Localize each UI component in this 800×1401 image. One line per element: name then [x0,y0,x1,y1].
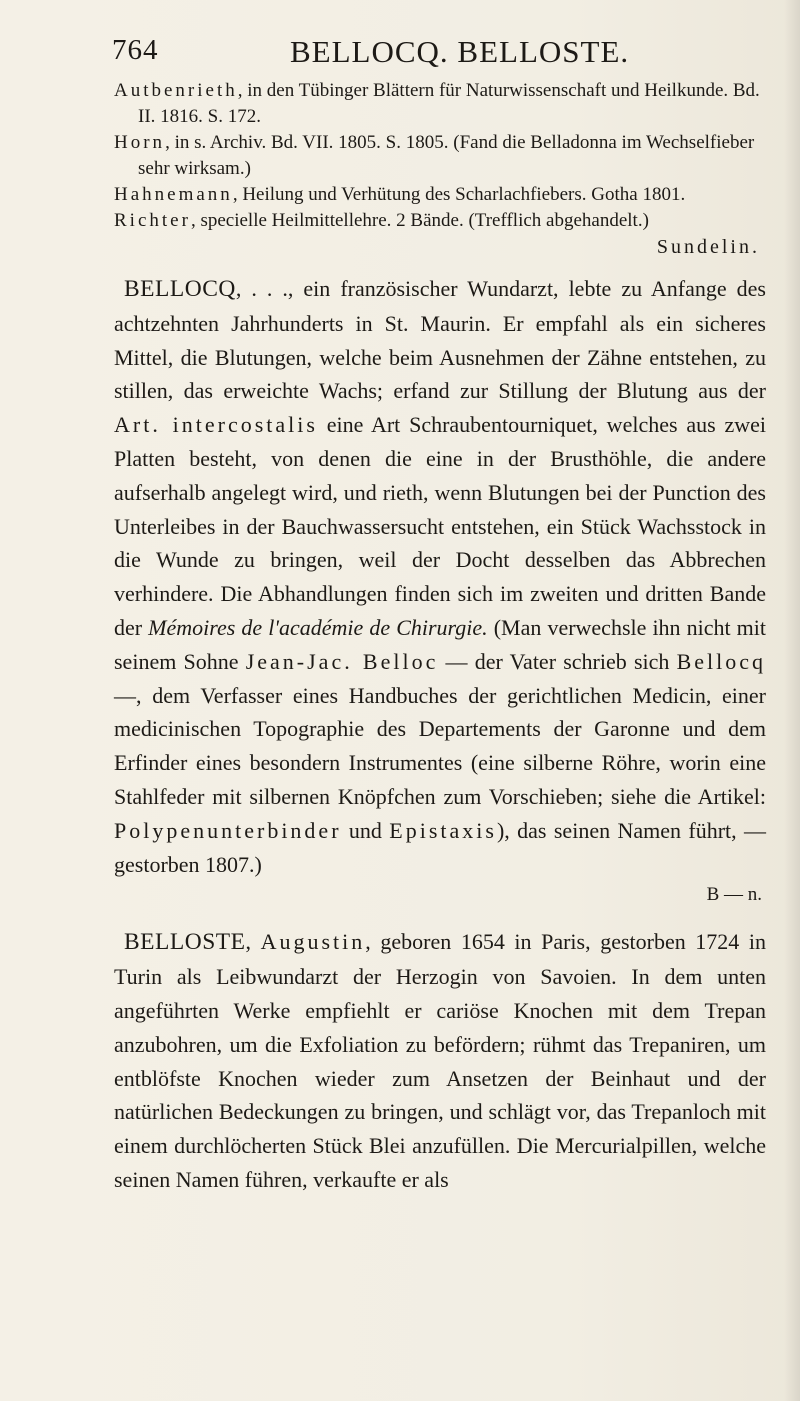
article-text: —, dem Verfasser eines Handbuches der gerichtlichen Medicin, einer medicinischen Topographie des Departements der Garonne und dem Erfinder eines besondern Instrumentes (eine silberne Röhre, worin eine Stahlfeder mit silbernen Knöpfchen zum Vorschieben; siehe die Artikel: [114,682,766,809]
article-text: , geboren 1654 in Paris, gestorben 1724 in Turin als Leibwundarzt der Herzogin von Savoien. In dem unten angeführten Werke empfiehlt er cariöse Knochen mit dem Trepan anzubohren, um die Exfoliation zu befördern; rühmt das Trepaniren, um entblöfste Knochen wieder zum Ansetzen der Beinhaut und der natürlichen Bedeckungen zu bringen, und schlägt vor, das Trepanloch mit einem durchlöcherten Stück Blei anzufüllen. Die Mercurialpillen, welche seinen Namen führen, verkaufte er als [114,929,767,1192]
spaced-name: Augustin [260,929,366,955]
article-text: — der Vater schrieb sich [438,648,677,674]
article-text: (Man verwechsle ihn nicht mit seinem Sohne [114,614,766,674]
reference-author: Hahnemann [114,184,233,205]
reference-text: , in den Tübinger Blättern für Naturwissenschaft und Heilkunde. Bd. II. 1816. S. 172. [138,80,760,127]
spaced-term: Epistaxis [389,817,497,843]
reference-author: Autbenrieth [114,80,238,101]
references-signature: Sundelin. [656,236,760,258]
reference-entry [114,182,766,208]
article-text: , . . ., ein französischer Wundarzt, lebte zu Anfange des achtzehnten Jahrhunderts in St. Maurin. Er empfahl als ein sicheres Mittel, die Blutungen, welche beim Ausnehmen der Zähne entstehen, zu stillen, das erweichte Wachs; erfand zur Stillung der Blutung aus der [114,276,766,404]
spaced-name: Jean-Jac. Belloc [245,648,439,674]
article-text: eine Art Schraubentourniquet, welches aus zwei Platten besteht, von denen die eine in der Brusthöhle, die andere aufserhalb angelegt wird, und rieth, wenn Blutungen bei der Punction des Unterleibes in der Bauchwassersucht entstehen, ein Stück Wachsstock in die Wunde zu bringen, weil der Docht desselben das Abbrechen verhindere. Die Abhandlungen finden sich im zweiten und dritten Bande der [114,412,766,640]
article-text: , [245,929,261,955]
spaced-term: Art. intercostalis [114,412,318,438]
reference-entry [114,208,766,234]
literature-references [114,78,766,261]
article-belloste [114,925,766,1196]
page-edge-shadow [784,0,800,1401]
reference-text: , Heilung und Verhütung des Scharlachfiebers. Gotha 1801. [232,184,686,205]
reference-author: Richter [114,210,191,231]
reference-entry [114,78,766,130]
article-signature: B — n. [706,884,762,906]
reference-text: , in s. Archiv. Bd. VII. 1805. S. 1805. (Fand die Belladonna im Wechselfieber sehr wirksam.) [138,132,755,179]
article-lemma: BELLOCQ [124,276,236,302]
page-header [112,34,792,78]
reference-author: Horn [114,132,166,153]
reference-entry [114,130,766,182]
page-number: 764 [112,34,159,66]
spaced-name: Bellocq [676,648,767,674]
article-text: und [341,817,390,843]
spaced-term: Polypenunterbinder [114,817,342,843]
article-text: ), das seinen Namen führt, — gestorben 1807.) [114,817,767,877]
article-bellocq [114,272,766,881]
running-head: BELLOCQ. BELLOSTE. [290,34,630,69]
reference-text: , specielle Heilmittellehre. 2 Bände. (Trefflich abgehandelt.) [190,210,649,231]
article-lemma: BELLOSTE [124,929,246,956]
italic-title: Mémoires de l'académie de Chirurgie. [148,614,488,640]
page-body [114,78,766,1197]
